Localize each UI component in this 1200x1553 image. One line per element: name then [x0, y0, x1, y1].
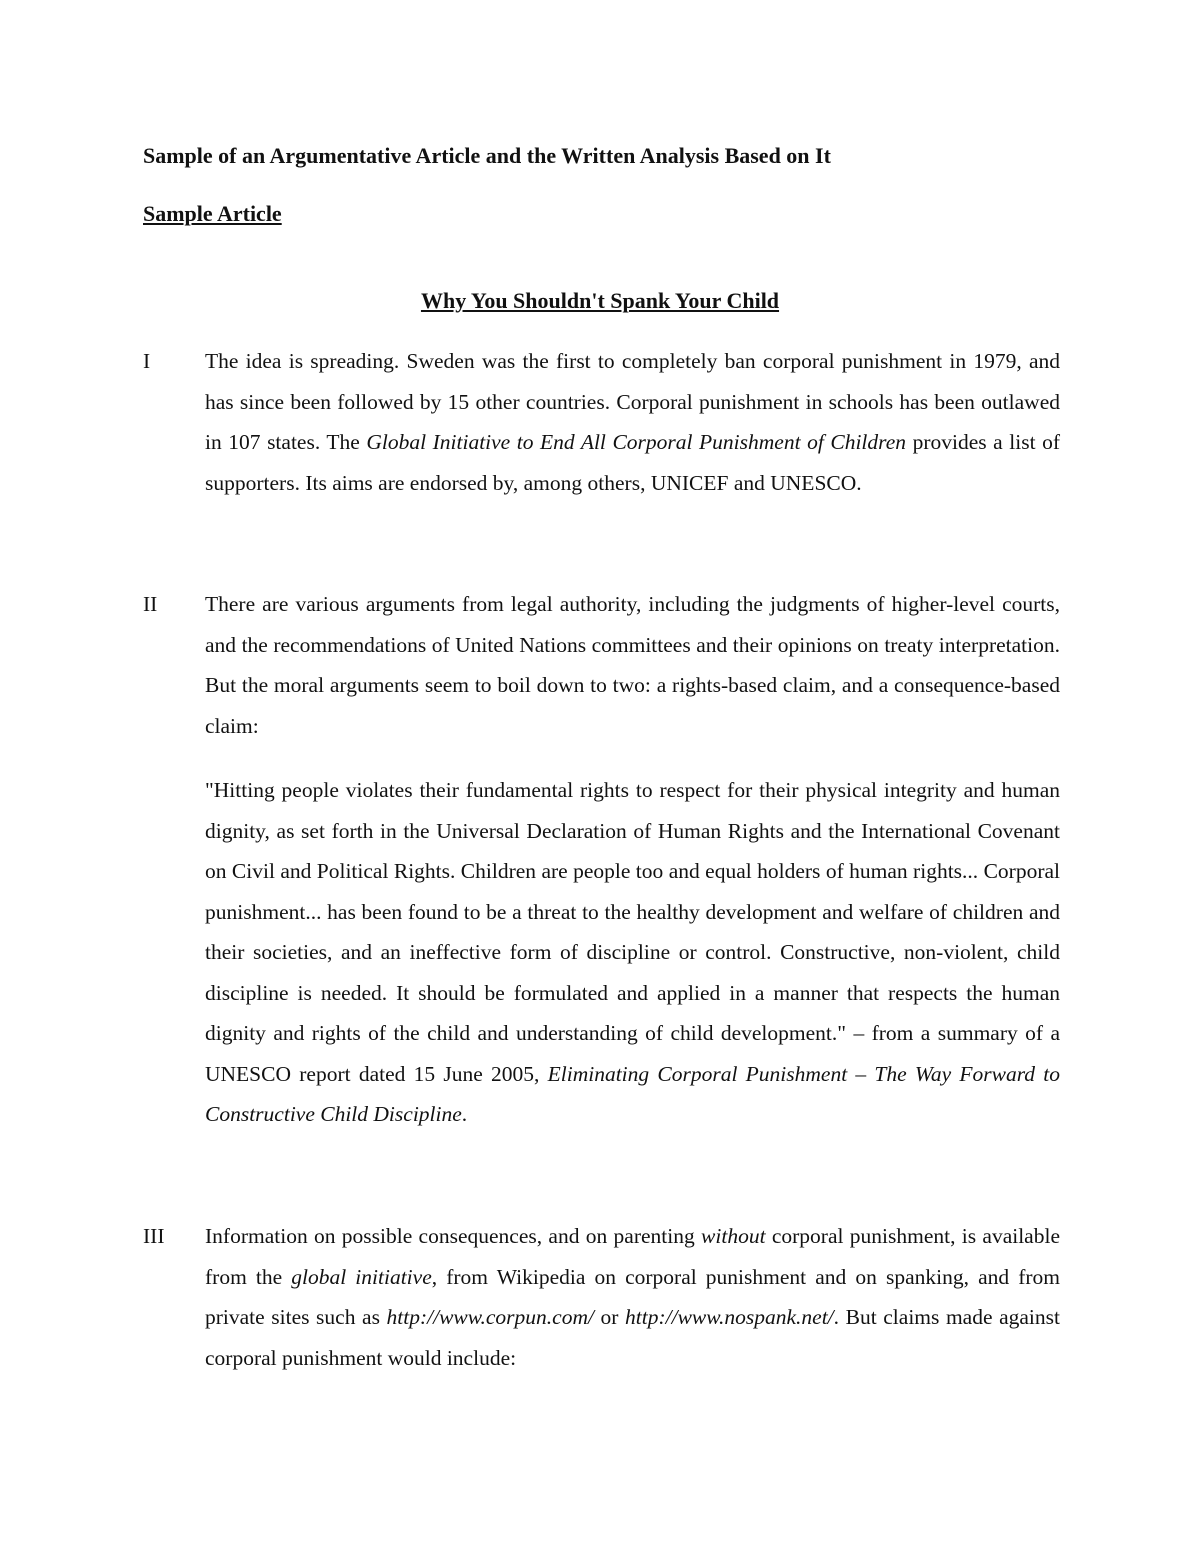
document-title: Sample of an Argumentative Article and the Written Analysis Based on It — [143, 143, 831, 168]
paragraph-1 — [205, 341, 1060, 503]
paragraph-3-text-c: , from Wikipedia on corporal punishment and on spanking, and from private sites such as — [205, 1264, 1061, 1329]
quoted-passage — [205, 770, 1060, 1135]
paragraph-number-3: III — [143, 1224, 165, 1248]
paragraph-3-italic-without: without — [701, 1224, 766, 1248]
paragraph-number-2: II — [143, 592, 158, 616]
paragraph-1-text-b: provides a list of supporters. Its aims are endorsed by, among others, UNICEF and UNESCO. — [205, 430, 1060, 495]
article-title: Why You Shouldn't Spank Your Child — [420, 288, 780, 313]
link-corpun[interactable]: http://www.corpun.com/ — [386, 1305, 594, 1329]
paragraph-1-text-a: The idea is spreading. Sweden was the first to completely ban corporal punishment in 1979, and has since been followed by 15 other countries. Corporal punishment in schools has been outlawed in 107 states. The — [205, 349, 1060, 454]
quote-text-b: . — [461, 1102, 468, 1126]
paragraph-3-text-e: . But claims made against corporal punishment would include: — [205, 1305, 1060, 1370]
section-heading: Sample Article — [143, 201, 282, 226]
paragraph-3-text-a: Information on possible consequences, and on parenting — [205, 1224, 702, 1248]
quote-italic-report-title: Eliminating Corporal Punishment – The Way Forward to Constructive Child Discipline — [205, 1061, 1060, 1126]
paragraph-3-italic-global-initiative: global initiative — [291, 1264, 432, 1289]
link-nospank[interactable]: http://www.nospank.net/ — [625, 1305, 834, 1329]
paragraph-number-1: I — [143, 349, 151, 373]
paragraph-3 — [205, 1216, 1060, 1378]
quote-text-a: "Hitting people violates their fundamental rights to respect for their physical integrity and human dignity, as set forth in the Universal Declaration of Human Rights and the International Covenant on Civil and Political Rights. Children are people too and equal holders of human rights... Corporal punishment... has been found to be a threat to the healthy development and welfare of children and their societies, and an ineffective form of discipline or control. Constructive, non-violent, child discipline is needed. It should be formulated and applied in a manner that respects the human dignity and rights of the child and understanding of child development." – from a summary of a UNESCO report dated 15 June 2005, — [205, 778, 1060, 1086]
paragraph-2 — [205, 584, 1060, 746]
paragraph-3-text-b: corporal punishment, is available from the — [205, 1224, 1060, 1289]
paragraph-3-text-d: or — [593, 1305, 626, 1329]
paragraph-1-italic-initiative: Global Initiative to End All Corporal Punishment of Children — [366, 430, 907, 454]
paragraph-2-text: There are various arguments from legal authority, including the judgments of higher-level courts, and the recommendations of United Nations committees and their opinions on treaty interpretation. But the moral arguments seem to boil down to two: a rights-based claim, and a consequence-based claim: — [205, 592, 1060, 738]
